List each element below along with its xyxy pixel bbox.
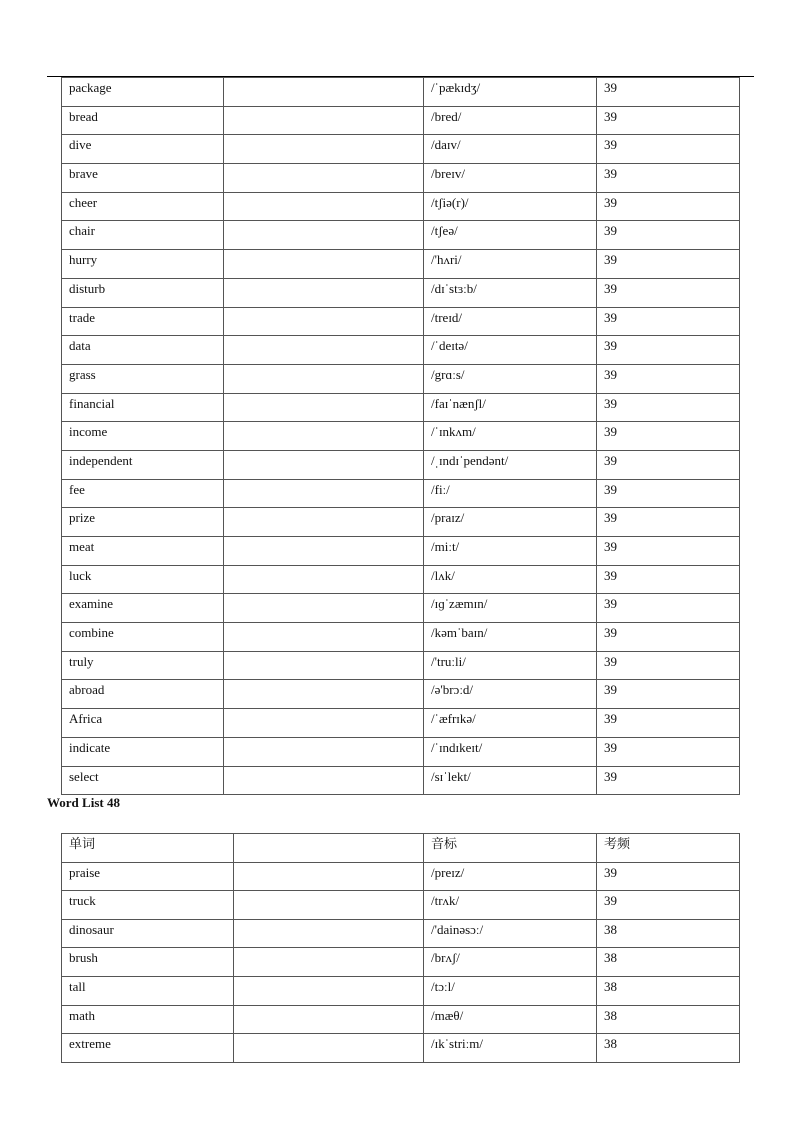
note-cell	[224, 135, 424, 164]
note-cell	[234, 948, 424, 977]
note-cell	[224, 393, 424, 422]
frequency-cell: 38	[597, 919, 740, 948]
table-row	[62, 221, 740, 250]
header-note-cell	[234, 834, 424, 863]
phonetic-cell: /ˈdeɪtə/	[424, 336, 597, 365]
frequency-cell: 39	[597, 594, 740, 623]
phonetic-cell: /breɪv/	[424, 164, 597, 193]
table-row	[62, 651, 740, 680]
frequency-cell: 38	[597, 1005, 740, 1034]
phonetic-cell: /'dainəsɔː/	[424, 919, 597, 948]
header-frequency-cell: 考频	[597, 834, 740, 863]
phonetic-cell: /bred/	[424, 106, 597, 135]
frequency-cell: 39	[597, 766, 740, 795]
frequency-cell: 39	[597, 651, 740, 680]
frequency-cell: 39	[597, 862, 740, 891]
header-phonetic-cell: 音标	[424, 834, 597, 863]
phonetic-cell: /'hʌri/	[424, 250, 597, 279]
phonetic-cell: /ˈɪndɪkeɪt/	[424, 737, 597, 766]
phonetic-cell: /sɪˈlekt/	[424, 766, 597, 795]
word-cell: dive	[62, 135, 224, 164]
phonetic-cell: /lʌk/	[424, 565, 597, 594]
phonetic-cell: /brʌʃ/	[424, 948, 597, 977]
word-cell: meat	[62, 537, 224, 566]
phonetic-cell: /ˈæfrɪkə/	[424, 709, 597, 738]
word-cell: cheer	[62, 192, 224, 221]
note-cell	[224, 164, 424, 193]
note-cell	[224, 537, 424, 566]
word-cell: package	[62, 78, 224, 107]
table-row	[62, 192, 740, 221]
note-cell	[224, 594, 424, 623]
table-row	[62, 537, 740, 566]
note-cell	[224, 565, 424, 594]
word-table-1	[61, 77, 740, 795]
frequency-cell: 39	[597, 336, 740, 365]
word-table-2-body	[62, 834, 740, 1063]
frequency-cell: 39	[597, 78, 740, 107]
word-cell: praise	[62, 862, 234, 891]
word-cell: luck	[62, 565, 224, 594]
frequency-cell: 38	[597, 1034, 740, 1063]
table-row	[62, 164, 740, 193]
table-row	[62, 450, 740, 479]
word-cell: abroad	[62, 680, 224, 709]
note-cell	[224, 250, 424, 279]
phonetic-cell: /dɪˈstɜːb/	[424, 278, 597, 307]
note-cell	[224, 766, 424, 795]
note-cell	[224, 508, 424, 537]
phonetic-cell: /trʌk/	[424, 891, 597, 920]
word-cell: chair	[62, 221, 224, 250]
table-row	[62, 479, 740, 508]
table-row	[62, 737, 740, 766]
frequency-cell: 39	[597, 737, 740, 766]
note-cell	[224, 221, 424, 250]
phonetic-cell: /ɪɡˈzæmɪn/	[424, 594, 597, 623]
frequency-cell: 39	[597, 537, 740, 566]
frequency-cell: 39	[597, 250, 740, 279]
table-row	[62, 862, 740, 891]
phonetic-cell: /tʃiə(r)/	[424, 192, 597, 221]
phonetic-cell: /mæθ/	[424, 1005, 597, 1034]
phonetic-cell: /daɪv/	[424, 135, 597, 164]
frequency-cell: 39	[597, 422, 740, 451]
frequency-cell: 38	[597, 976, 740, 1005]
word-cell: truck	[62, 891, 234, 920]
table-row	[62, 709, 740, 738]
word-cell: select	[62, 766, 224, 795]
phonetic-cell: /ˈpækɪdʒ/	[424, 78, 597, 107]
frequency-cell: 39	[597, 221, 740, 250]
note-cell	[224, 450, 424, 479]
word-cell: math	[62, 1005, 234, 1034]
table-row	[62, 680, 740, 709]
phonetic-cell: /fiː/	[424, 479, 597, 508]
table-row	[62, 1005, 740, 1034]
word-table-1-body	[62, 78, 740, 795]
word-cell: tall	[62, 976, 234, 1005]
table-row	[62, 1034, 740, 1063]
phonetic-cell: /kəmˈbaɪn/	[424, 623, 597, 652]
note-cell	[224, 737, 424, 766]
word-cell: fee	[62, 479, 224, 508]
frequency-cell: 39	[597, 307, 740, 336]
frequency-cell: 39	[597, 164, 740, 193]
note-cell	[224, 364, 424, 393]
table-row	[62, 106, 740, 135]
table-row	[62, 78, 740, 107]
table-row	[62, 565, 740, 594]
table-header-row	[62, 834, 740, 863]
table-row	[62, 135, 740, 164]
note-cell	[234, 1034, 424, 1063]
phonetic-cell: /preɪz/	[424, 862, 597, 891]
word-cell: trade	[62, 307, 224, 336]
note-cell	[234, 976, 424, 1005]
header-word-cell: 单词	[62, 834, 234, 863]
table-row	[62, 250, 740, 279]
frequency-cell: 39	[597, 135, 740, 164]
word-cell: independent	[62, 450, 224, 479]
table-row	[62, 948, 740, 977]
phonetic-cell: /miːt/	[424, 537, 597, 566]
table-row	[62, 766, 740, 795]
word-cell: brave	[62, 164, 224, 193]
table-row	[62, 393, 740, 422]
frequency-cell: 39	[597, 106, 740, 135]
frequency-cell: 38	[597, 948, 740, 977]
table-row	[62, 891, 740, 920]
frequency-cell: 39	[597, 278, 740, 307]
word-cell: extreme	[62, 1034, 234, 1063]
table-row	[62, 364, 740, 393]
note-cell	[224, 307, 424, 336]
word-cell: Africa	[62, 709, 224, 738]
note-cell	[234, 1005, 424, 1034]
frequency-cell: 39	[597, 393, 740, 422]
note-cell	[234, 891, 424, 920]
phonetic-cell: /faɪˈnænʃl/	[424, 393, 597, 422]
word-cell: brush	[62, 948, 234, 977]
word-cell: financial	[62, 393, 224, 422]
table-row	[62, 623, 740, 652]
note-cell	[234, 919, 424, 948]
word-table-2	[61, 833, 740, 1063]
frequency-cell: 39	[597, 450, 740, 479]
word-cell: data	[62, 336, 224, 365]
frequency-cell: 39	[597, 680, 740, 709]
table-row	[62, 508, 740, 537]
frequency-cell: 39	[597, 565, 740, 594]
note-cell	[224, 278, 424, 307]
word-cell: truly	[62, 651, 224, 680]
table-row	[62, 278, 740, 307]
word-cell: dinosaur	[62, 919, 234, 948]
word-cell: examine	[62, 594, 224, 623]
word-cell: prize	[62, 508, 224, 537]
phonetic-cell: /ɪkˈstriːm/	[424, 1034, 597, 1063]
phonetic-cell: /ˈɪnkʌm/	[424, 422, 597, 451]
frequency-cell: 39	[597, 364, 740, 393]
word-cell: disturb	[62, 278, 224, 307]
section-heading: Word List 48	[47, 795, 120, 810]
table-row	[62, 594, 740, 623]
note-cell	[224, 336, 424, 365]
phonetic-cell: /tɔːl/	[424, 976, 597, 1005]
note-cell	[224, 106, 424, 135]
phonetic-cell: /'truːli/	[424, 651, 597, 680]
phonetic-cell: /ə'brɔːd/	[424, 680, 597, 709]
note-cell	[224, 78, 424, 107]
table-row	[62, 976, 740, 1005]
word-cell: hurry	[62, 250, 224, 279]
word-cell: income	[62, 422, 224, 451]
table-row	[62, 336, 740, 365]
frequency-cell: 39	[597, 891, 740, 920]
word-cell: combine	[62, 623, 224, 652]
word-cell: indicate	[62, 737, 224, 766]
note-cell	[224, 651, 424, 680]
note-cell	[234, 862, 424, 891]
note-cell	[224, 192, 424, 221]
note-cell	[224, 422, 424, 451]
table-row	[62, 307, 740, 336]
frequency-cell: 39	[597, 479, 740, 508]
phonetic-cell: /ˌɪndɪˈpendənt/	[424, 450, 597, 479]
frequency-cell: 39	[597, 709, 740, 738]
note-cell	[224, 709, 424, 738]
frequency-cell: 39	[597, 508, 740, 537]
note-cell	[224, 479, 424, 508]
phonetic-cell: /grɑːs/	[424, 364, 597, 393]
word-cell: grass	[62, 364, 224, 393]
phonetic-cell: /treɪd/	[424, 307, 597, 336]
note-cell	[224, 623, 424, 652]
table-row	[62, 422, 740, 451]
phonetic-cell: /tʃeə/	[424, 221, 597, 250]
word-cell: bread	[62, 106, 224, 135]
note-cell	[224, 680, 424, 709]
table-row	[62, 919, 740, 948]
phonetic-cell: /praɪz/	[424, 508, 597, 537]
frequency-cell: 39	[597, 192, 740, 221]
frequency-cell: 39	[597, 623, 740, 652]
